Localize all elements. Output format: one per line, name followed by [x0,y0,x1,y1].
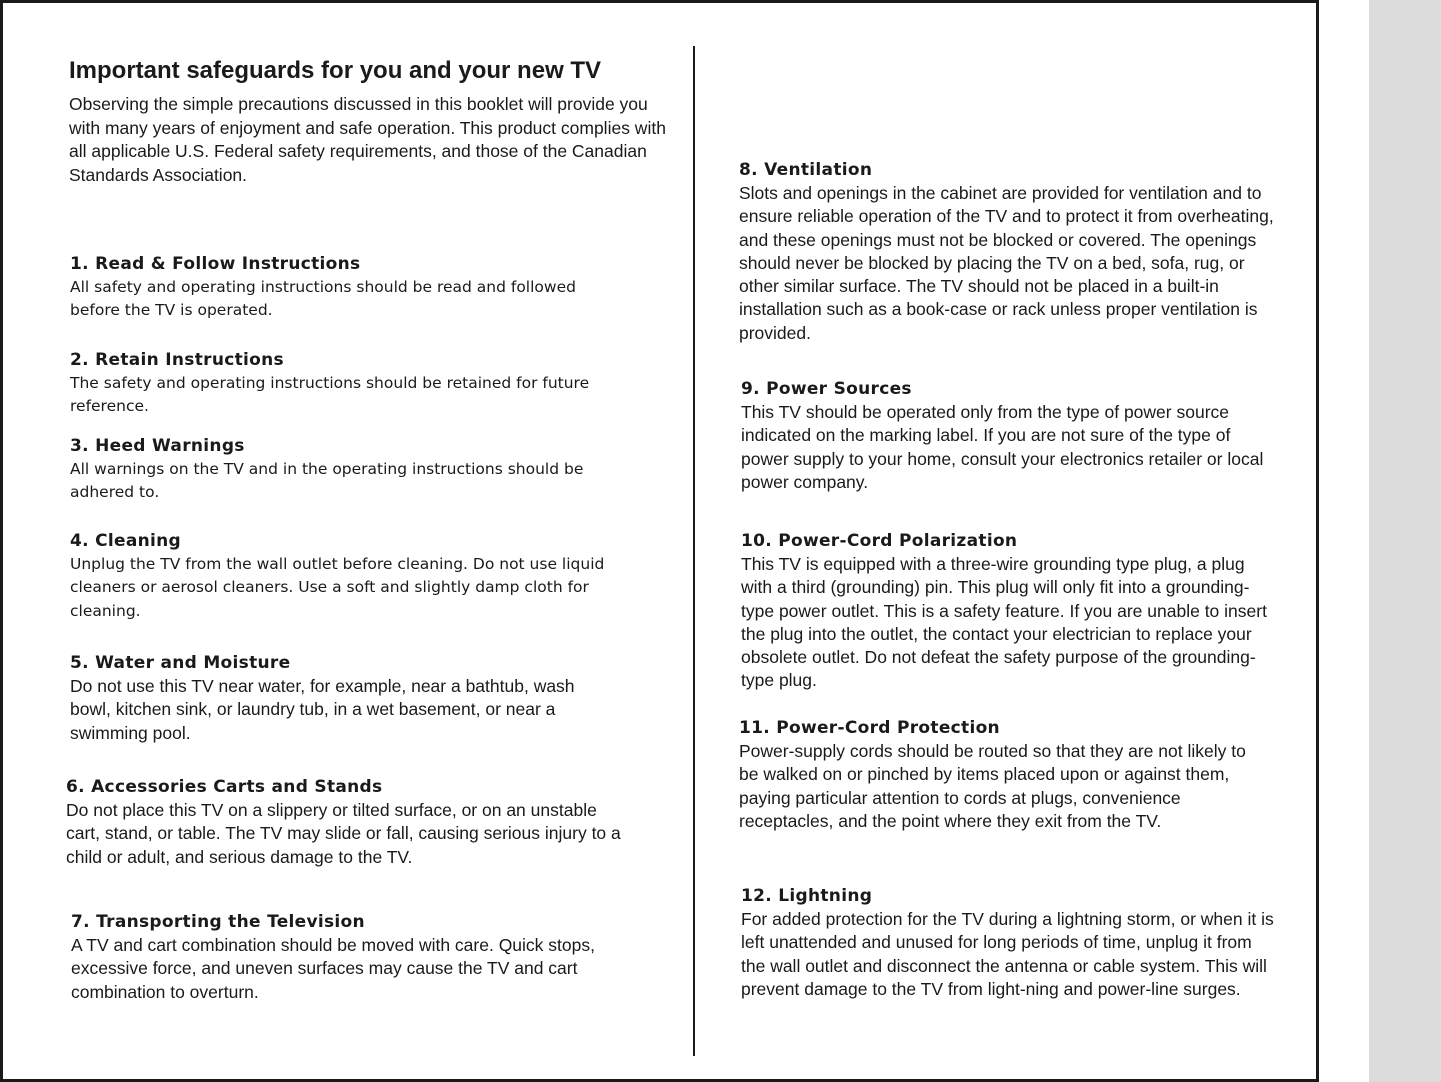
column-divider [693,46,695,1056]
section-body: Unplug the TV from the wall outlet before cleaning. Do not use liquid cleaners or aerosol cleaners. Use a soft and slightly damp cloth for cleaning. [70,555,605,620]
section-transporting-the-television [71,911,631,1004]
section-body: All warnings on the TV and in the operating instructions should be adhered to. [70,460,584,502]
section-power-cord-protection [739,717,1269,833]
section-cleaning [70,530,610,623]
section-ventilation [739,159,1279,345]
section-heading: 9. Power Sources [741,379,912,399]
section-body: Slots and openings in the cabinet are provided for ventilation and to ensure reliable operation of the TV and to protect it from overheating, and these openings must not be blocked or covered. The openings should never be blocked by placing the TV on a bed, sofa, rug, or other similar surface. The TV should not be placed in a built-in installation such as a book-case or rack unless proper ventilation is provided. [739,183,1274,343]
section-heading: 4. Cleaning [70,531,182,551]
section-body: Power-supply cords should be routed so that they are not likely to be walked on or pinched by items placed upon or against them, paying particular attention to cords at plugs, convenience receptacles, and the point where they exit from the TV. [739,741,1246,831]
section-power-sources [741,378,1271,494]
section-water-and-moisture [70,652,615,745]
section-body: A TV and cart combination should be moved with care. Quick stops, excessive force, and uneven surfaces may cause the TV and cart combination to overturn. [71,935,595,1002]
section-heading: 8. Ventilation [739,160,873,180]
section-body: The safety and operating instructions should be retained for future reference. [70,374,590,416]
section-body: For added protection for the TV during a lightning storm, or when it is left unattended and unused for long periods of time, unplug it from the wall outlet and disconnect the antenna or cable system. This will prevent damage to the TV from light-ning and power-line surges. [741,909,1274,999]
section-body: Do not use this TV near water, for example, near a bathtub, wash bowl, kitchen sink, or laundry tub, in a wet basement, or near a swimming pool. [70,676,575,743]
side-strip [1369,0,1441,1082]
section-read-follow-instructions [70,253,630,323]
section-heading: 1. Read & Follow Instructions [70,254,361,274]
section-heading: 12. Lightning [741,886,873,906]
page-title: Important safeguards for you and your new TV [69,57,602,84]
section-body: Do not place this TV on a slippery or tilted surface, or on an unstable cart, stand, or table. The TV may slide or fall, causing serious injury to a child or adult, and serious damage to the TV. [66,800,621,867]
section-body: This TV should be operated only from the type of power source indicated on the marking label. If you are not sure of the type of power supply to your home, consult your electronics retailer or local power company. [741,402,1264,492]
section-heading: 6. Accessories Carts and Stands [66,777,383,797]
section-heading: 3. Heed Warnings [70,436,245,456]
section-heading: 11. Power-Cord Protection [739,718,1000,738]
section-body: This TV is equipped with a three-wire grounding type plug, a plug with a third (grounding) pin. This plug will only fit into a grounding-type power outlet. This is a safety feature. If you are unable to insert the plug into the outlet, the contact your electrician to replace your obsolete outlet. Do not defeat the safety purpose of the grounding-type plug. [741,554,1267,691]
section-body: All safety and operating instructions should be read and followed before the TV is operated. [70,278,576,320]
section-accessories-carts-and-stands [66,776,631,869]
section-heading: 2. Retain Instructions [70,350,284,370]
section-heading: 5. Water and Moisture [70,653,291,673]
section-power-cord-polarization [741,530,1271,693]
section-heed-warnings [70,435,630,505]
section-heading: 7. Transporting the Television [71,912,365,932]
section-lightning [741,885,1276,1001]
section-heading: 10. Power-Cord Polarization [741,531,1018,551]
section-retain-instructions [70,349,630,419]
intro-paragraph: Observing the simple precautions discussed in this booklet will provide you with many years of enjoyment and safe operation. This product complies with all applicable U.S. Federal safety requirements, and those of the Canadian Standards Association. [69,94,666,185]
